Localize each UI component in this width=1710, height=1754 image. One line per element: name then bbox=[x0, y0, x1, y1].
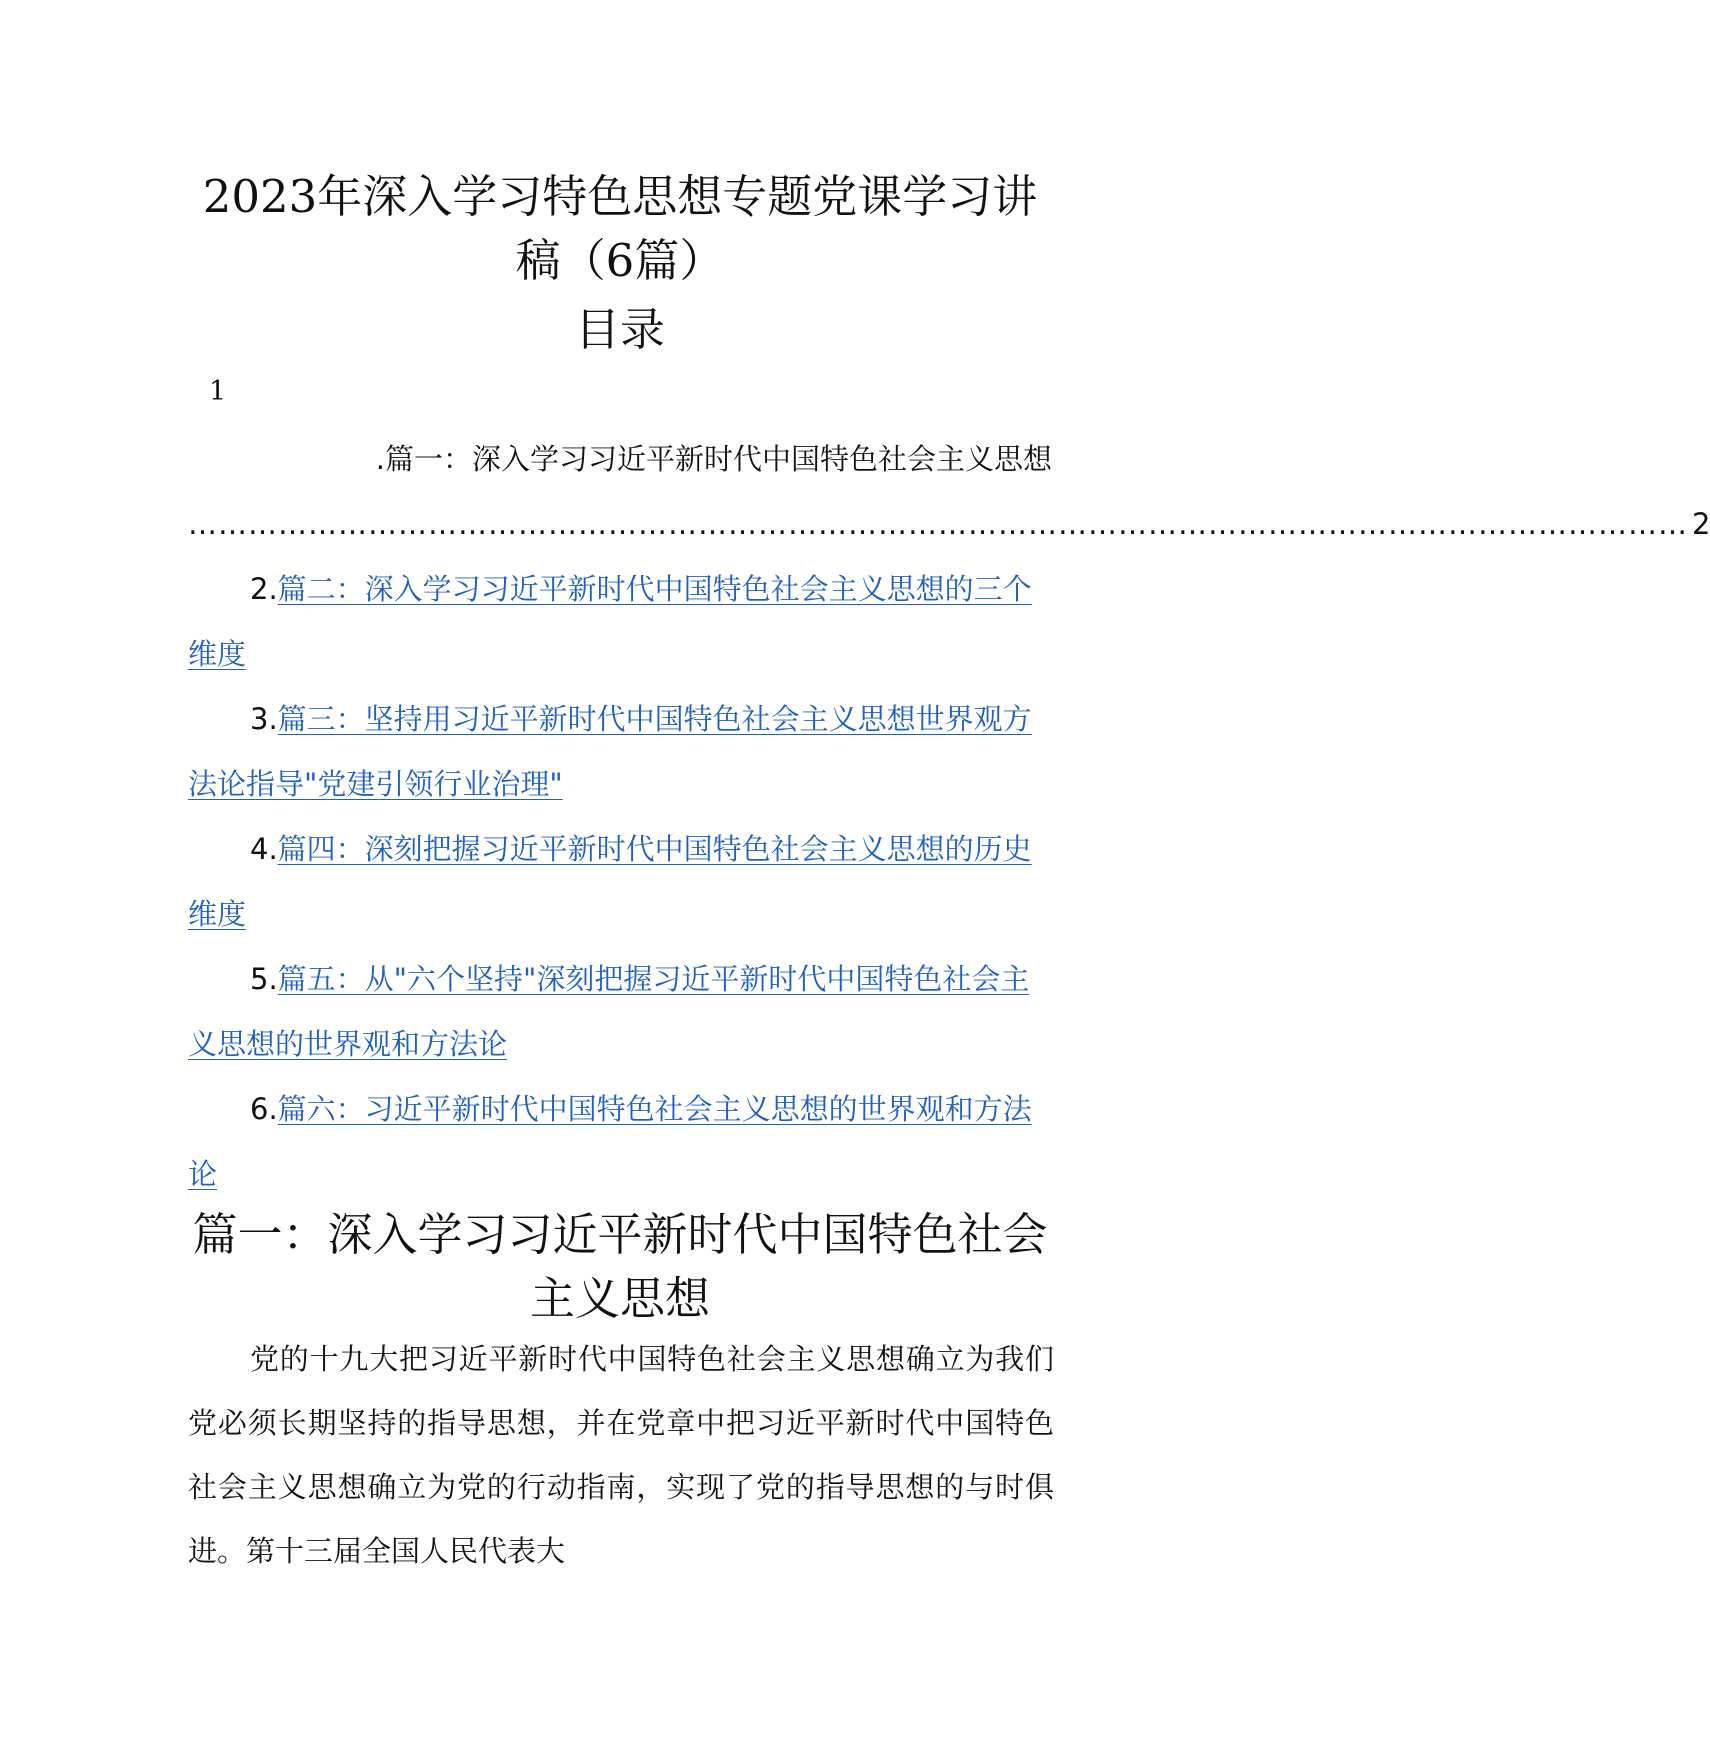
toc-item-6[interactable] bbox=[188, 1077, 1052, 1207]
toc-entry-1 bbox=[188, 427, 1052, 492]
toc-item-6-number: 6. bbox=[250, 1092, 278, 1126]
toc-item-3-link[interactable]: 篇三：坚持用习近平新时代中国特色社会主义思想世界观方法论指导"党建引领行业治理" bbox=[188, 702, 1032, 801]
toc-item-2[interactable] bbox=[188, 557, 1052, 687]
toc-item-2-link[interactable]: 篇二：深入学习习近平新时代中国特色社会主义思想的三个维度 bbox=[188, 572, 1032, 671]
toc-item-4[interactable] bbox=[188, 817, 1052, 947]
title-year: 2023 bbox=[202, 170, 318, 223]
toc-list-marker: 1 bbox=[209, 376, 227, 407]
toc-heading: 目录 bbox=[574, 303, 665, 356]
toc-item-6-link[interactable]: 篇六：习近平新时代中国特色社会主义思想的世界观和方法论 bbox=[188, 1092, 1032, 1191]
toc-item-4-link[interactable]: 篇四：深刻把握习近平新时代中国特色社会主义思想的历史维度 bbox=[188, 832, 1032, 931]
toc-page-number: 2 bbox=[1692, 507, 1710, 541]
title-line2-a: 稿（ bbox=[515, 234, 606, 287]
section-heading: 篇一：深入学习习近平新时代中国特色社会主义思想 bbox=[192, 1208, 1048, 1325]
toc-item-2-number: 2. bbox=[250, 572, 278, 606]
toc-entry-1-leader-row bbox=[188, 492, 1710, 557]
toc-entry-1-title: .篇一：深入学习习近平新时代中国特色社会主义思想 bbox=[375, 442, 1052, 476]
title-line2-b: 篇） bbox=[634, 234, 725, 287]
toc-item-3[interactable] bbox=[188, 687, 1052, 817]
body-paragraph: 党的十九大把习近平新时代中国特色社会主义思想确立为我们党必须长期坚持的指导思想，并在党章中把习近平新时代中国特色社会主义思想确立为党的行动指南，实现了党的指导思想的与时俱进。第十三届全国人民代表大 bbox=[188, 1342, 1054, 1568]
title-line1: 年深入学习特色思想专题党课学习讲 bbox=[317, 170, 1038, 223]
title-count: 6 bbox=[605, 234, 635, 287]
toc-item-5-number: 5. bbox=[250, 962, 278, 996]
document-title bbox=[180, 165, 1060, 293]
toc-item-5[interactable] bbox=[188, 947, 1052, 1077]
toc-item-4-number: 4. bbox=[250, 832, 278, 866]
toc-leader-dots: …………………………………………………………………………………………………………………………………… bbox=[188, 507, 1688, 541]
toc-item-5-link[interactable]: 篇五：从"六个坚持"深刻把握习近平新时代中国特色社会主义思想的世界观和方法论 bbox=[188, 962, 1030, 1061]
toc-item-3-number: 3. bbox=[250, 702, 278, 736]
